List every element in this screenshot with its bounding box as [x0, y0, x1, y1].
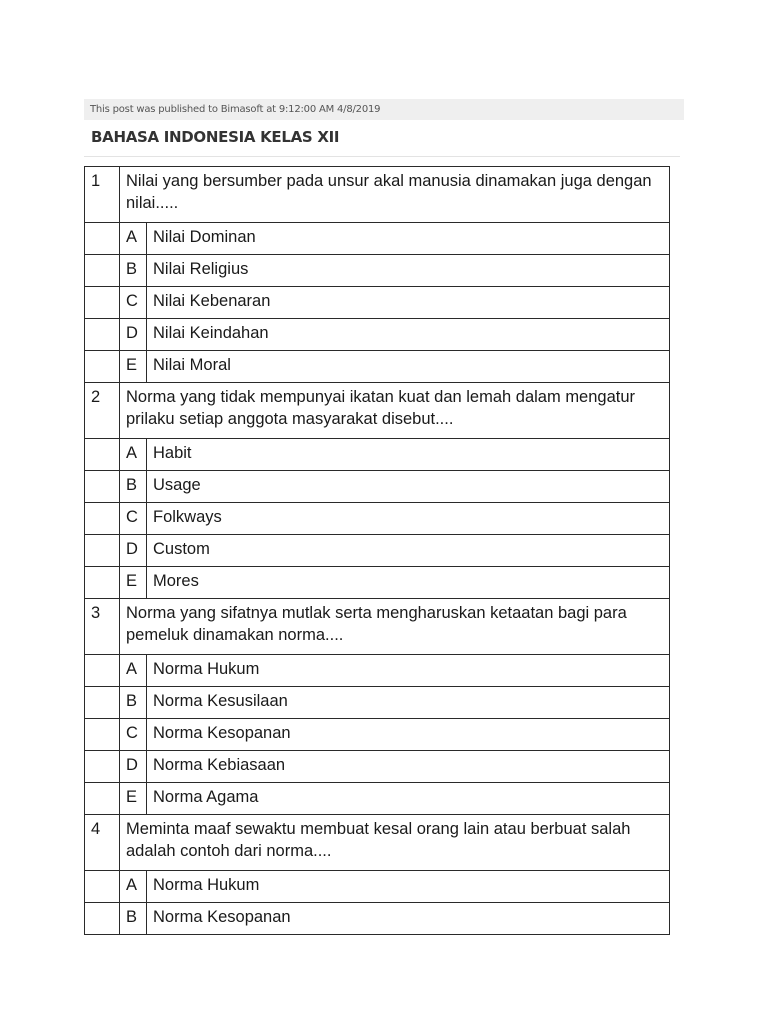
option-text: Norma Hukum: [147, 655, 670, 687]
empty-cell: [85, 783, 120, 815]
question-row: [85, 815, 670, 871]
option-text: Nilai Kebenaran: [147, 287, 670, 319]
option-row: [85, 287, 670, 319]
question-number: 1: [85, 167, 120, 223]
question-row: [85, 383, 670, 439]
option-text: Norma Kesusilaan: [147, 687, 670, 719]
option-row: [85, 903, 670, 935]
question-row: [85, 167, 670, 223]
option-letter: D: [120, 319, 147, 351]
option-letter: E: [120, 567, 147, 599]
empty-cell: [85, 439, 120, 471]
option-row: [85, 783, 670, 815]
empty-cell: [85, 287, 120, 319]
option-row: [85, 319, 670, 351]
empty-cell: [85, 719, 120, 751]
option-letter: B: [120, 687, 147, 719]
option-text: Custom: [147, 535, 670, 567]
empty-cell: [85, 223, 120, 255]
option-text: Norma Hukum: [147, 871, 670, 903]
option-row: [85, 567, 670, 599]
option-row: [85, 871, 670, 903]
question-row: [85, 599, 670, 655]
empty-cell: [85, 903, 120, 935]
option-row: [85, 503, 670, 535]
empty-cell: [85, 751, 120, 783]
empty-cell: [85, 471, 120, 503]
empty-cell: [85, 687, 120, 719]
option-letter: A: [120, 223, 147, 255]
empty-cell: [85, 567, 120, 599]
question-text: Norma yang tidak mempunyai ikatan kuat dan lemah dalam mengatur prilaku setiap anggota masyarakat disebut....: [120, 383, 670, 439]
publish-notice: This post was published to Bimasoft at 9:12:00 AM 4/8/2019: [84, 99, 684, 120]
option-text: Norma Agama: [147, 783, 670, 815]
option-row: [85, 719, 670, 751]
option-row: [85, 687, 670, 719]
question-number: 3: [85, 599, 120, 655]
option-letter: D: [120, 535, 147, 567]
option-text: Norma Kesopanan: [147, 719, 670, 751]
question-number: 4: [85, 815, 120, 871]
question-text: Norma yang sifatnya mutlak serta mengharuskan ketaatan bagi para pemeluk dinamakan norma....: [120, 599, 670, 655]
option-row: [85, 223, 670, 255]
option-letter: C: [120, 503, 147, 535]
option-letter: A: [120, 871, 147, 903]
option-letter: B: [120, 471, 147, 503]
option-row: [85, 351, 670, 383]
empty-cell: [85, 655, 120, 687]
option-row: [85, 255, 670, 287]
option-text: Norma Kesopanan: [147, 903, 670, 935]
option-row: [85, 439, 670, 471]
option-text: Norma Kebiasaan: [147, 751, 670, 783]
quiz-table: [84, 166, 670, 935]
option-text: Usage: [147, 471, 670, 503]
title-divider: [84, 156, 680, 157]
option-text: Folkways: [147, 503, 670, 535]
option-text: Nilai Religius: [147, 255, 670, 287]
empty-cell: [85, 535, 120, 567]
question-text: Meminta maaf sewaktu membuat kesal orang lain atau berbuat salah adalah contoh dari norma....: [120, 815, 670, 871]
option-row: [85, 535, 670, 567]
option-letter: A: [120, 655, 147, 687]
option-row: [85, 655, 670, 687]
option-text: Nilai Keindahan: [147, 319, 670, 351]
option-text: Mores: [147, 567, 670, 599]
option-text: Habit: [147, 439, 670, 471]
empty-cell: [85, 871, 120, 903]
empty-cell: [85, 255, 120, 287]
document-title: BAHASA INDONESIA KELAS XII: [91, 128, 340, 146]
option-letter: C: [120, 287, 147, 319]
option-letter: B: [120, 903, 147, 935]
option-text: Nilai Moral: [147, 351, 670, 383]
option-letter: E: [120, 351, 147, 383]
question-number: 2: [85, 383, 120, 439]
option-row: [85, 471, 670, 503]
option-letter: A: [120, 439, 147, 471]
option-letter: E: [120, 783, 147, 815]
option-text: Nilai Dominan: [147, 223, 670, 255]
empty-cell: [85, 351, 120, 383]
option-letter: C: [120, 719, 147, 751]
empty-cell: [85, 503, 120, 535]
question-text: Nilai yang bersumber pada unsur akal manusia dinamakan juga dengan nilai.....: [120, 167, 670, 223]
empty-cell: [85, 319, 120, 351]
option-letter: B: [120, 255, 147, 287]
option-row: [85, 751, 670, 783]
option-letter: D: [120, 751, 147, 783]
